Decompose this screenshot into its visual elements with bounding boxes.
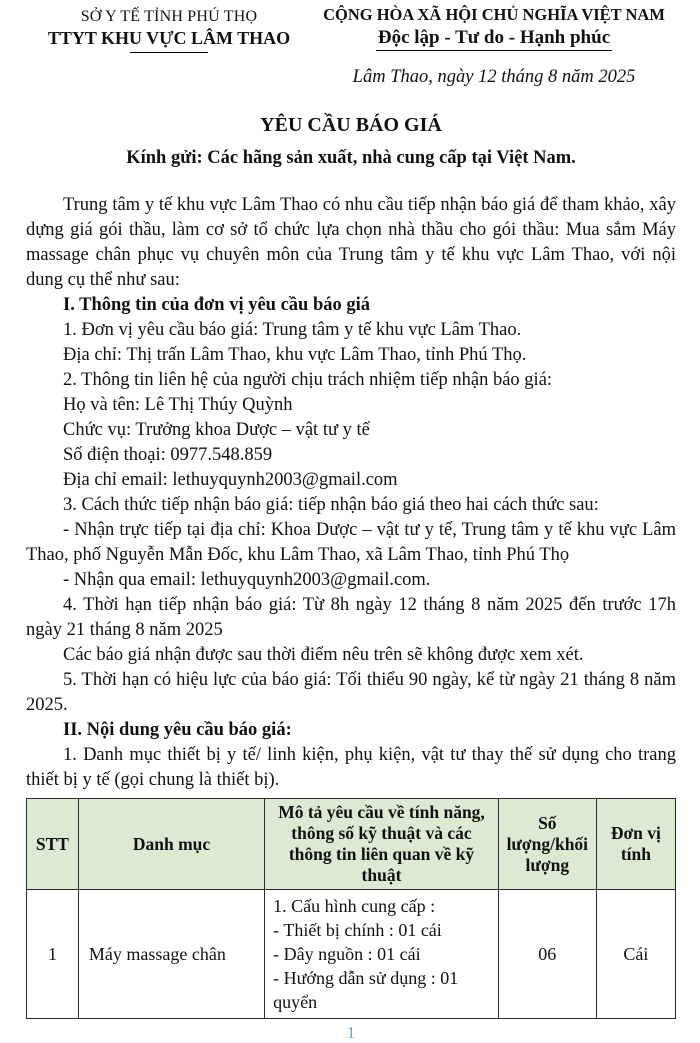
section1-item: 1. Đơn vị yêu cầu báo giá: Trung tâm y tế khu vực Lâm Thao. [63, 320, 522, 340]
section1-item: Họ và tên: Lê Thị Thúy Quỳnh [63, 395, 293, 415]
page-number: 1 [346, 1023, 356, 1042]
section1-heading: I. Thông tin của đơn vị yêu cầu báo giá [63, 295, 371, 315]
section1-item: Các báo giá nhận được sau thời điểm nêu trên sẽ không được xem xét. [63, 645, 584, 665]
national-motto-line1: CỘNG HÒA XÃ HỘI CHỦ NGHĨA VIỆT NAM [323, 5, 665, 24]
org-underline [130, 52, 208, 53]
letterhead [26, 5, 676, 88]
section1-item: 5. Thời hạn có hiệu lực của báo giá: Tối thiểu 90 ngày, kể từ ngày 21 tháng 8 năm 2025. [26, 670, 676, 715]
section2-heading: II. Nội dung yêu cầu báo giá: [63, 720, 292, 740]
cell-stt: 1 [27, 890, 79, 1019]
document-title: YÊU CẦU BÁO GIÁ [260, 114, 442, 136]
section2-intro: 1. Danh mục thiết bị y tế/ linh kiện, phụ kiện, vật tư thay thế sử dụng cho trang thiết bị y tế (gọi chung là thiết bị). [26, 745, 676, 790]
intro-paragraph: Trung tâm y tế khu vực Lâm Thao có nhu cầu tiếp nhận báo giá để tham khảo, xây dựng giá gói thầu, làm cơ sở tổ chức lựa chọn nhà thầu cho gói thầu: Mua sắm Máy massage chân phục vụ chuyên môn của Trung tâm y tế khu vực Lâm Thao, với nội dung cụ thể như sau: [26, 195, 676, 290]
spec-line: - Dây nguồn : 01 cái [273, 944, 421, 964]
section1-item: - Nhận qua email: lethuyquynh2003@gmail.com. [63, 570, 431, 590]
org-name: TTYT KHU VỰC LÂM THAO [47, 28, 291, 48]
cell-don-vi: Cái [596, 890, 675, 1019]
spec-line: - Thiết bị chính : 01 cái [273, 920, 442, 940]
section1-item: Địa chỉ email: lethuyquynh2003@gmail.com [63, 470, 398, 490]
table-row [27, 890, 676, 1019]
section1-item: - Nhận trực tiếp tại địa chỉ: Khoa Dược – vật tư y tế, Trung tâm y tế khu vực Lâm Thao, phố Nguyễn Mẫn Đốc, khu Lâm Thao, xã Lâm Thao, tỉnh Phú Thọ [26, 520, 676, 565]
section1-item: 4. Thời hạn tiếp nhận báo giá: Từ 8h ngày 12 tháng 8 năm 2025 đến trước 17h ngày 21 tháng 8 năm 2025 [26, 595, 676, 640]
column-header-so-luong: Số lượng/khối lượng [498, 799, 596, 890]
section1-item: Số điện thoại: 0977.548.859 [63, 445, 273, 465]
cell-mo-ta [265, 890, 499, 1019]
column-header-don-vi: Đơn vị tính [596, 799, 675, 890]
parent-org-name: SỞ Y TẾ TỈNH PHÚ THỌ [80, 8, 258, 25]
spec-line: - Hướng dẫn sử dụng : 01 quyển [273, 968, 459, 1012]
spec-line: 1. Cấu hình cung cấp : [273, 896, 436, 916]
section1-item: 2. Thông tin liên hệ của người chịu trách nhiệm tiếp nhận báo giá: [63, 370, 553, 390]
section1-item: Địa chỉ: Thị trấn Lâm Thao, khu vực Lâm Thao, tỉnh Phú Thọ. [63, 345, 527, 365]
section1-item: 3. Cách thức tiếp nhận báo giá: tiếp nhận báo giá theo hai cách thức sau: [63, 495, 599, 515]
table-header-row [27, 799, 676, 890]
issuing-org-block [26, 5, 312, 88]
column-header-danh-muc: Danh mục [78, 799, 264, 890]
column-header-mo-ta: Mô tả yêu cầu về tính năng, thông số kỹ thuật và các thông tin liên quan về kỹ thuật [265, 799, 499, 890]
column-header-stt: STT [27, 799, 79, 890]
cell-so-luong: 06 [498, 890, 596, 1019]
document-body [26, 193, 676, 793]
salutation-line: Kính gửi: Các hãng sản xuất, nhà cung cấp tại Việt Nam. [126, 148, 576, 168]
cell-danh-muc: Máy massage chân [78, 890, 264, 1019]
national-header-block [312, 5, 676, 88]
quote-items-table [26, 798, 676, 1019]
document-date: Lâm Thao, ngày 12 tháng 8 năm 2025 [352, 67, 636, 87]
section1-item: Chức vụ: Trưởng khoa Dược – vật tư y tế [63, 420, 370, 440]
national-motto-line2: Độc lập - Tư do - Hạnh phúc [376, 27, 612, 51]
